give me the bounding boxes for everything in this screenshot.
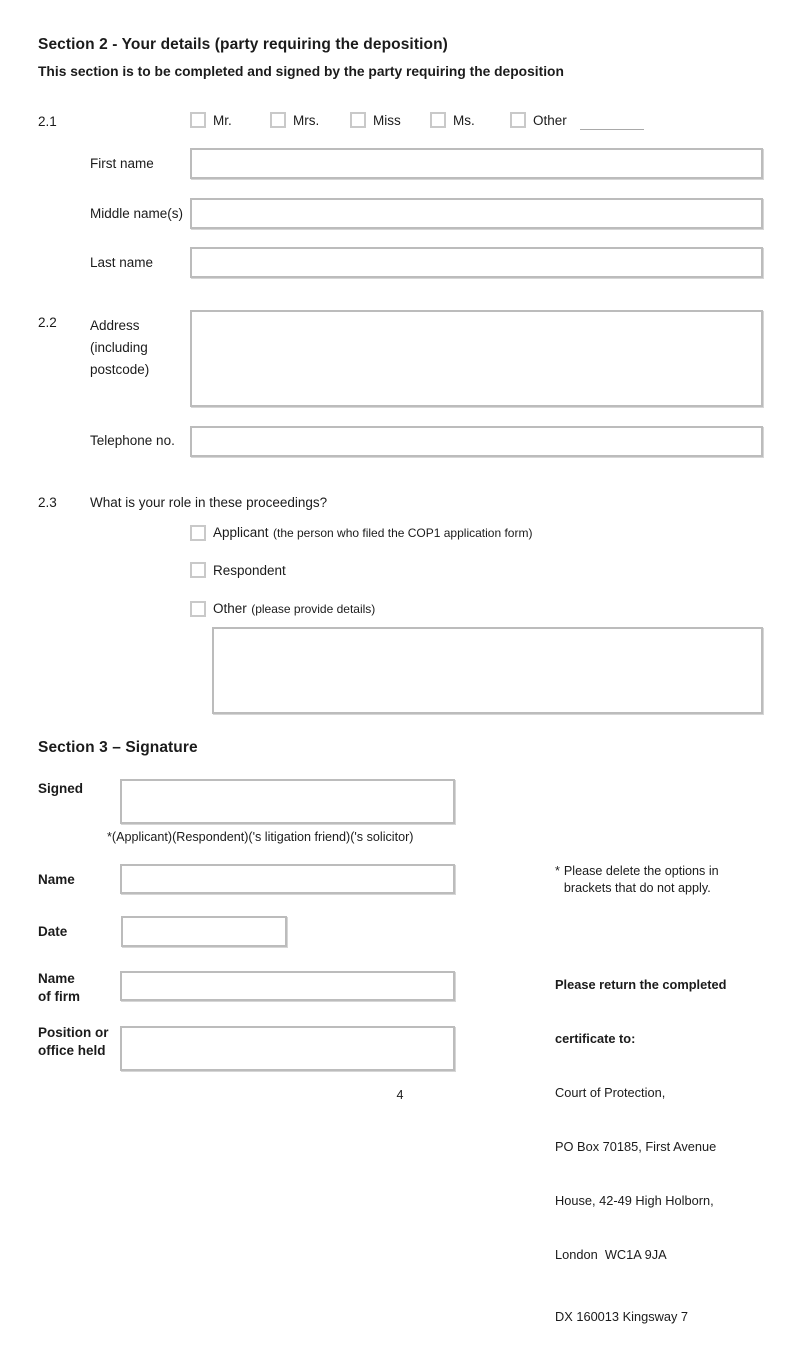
- address-textarea[interactable]: [190, 310, 763, 407]
- title-other-label: Other: [533, 112, 567, 128]
- position-label-line2: office held: [38, 1043, 106, 1058]
- name-label: Name: [38, 872, 75, 887]
- q22-number: 2.2: [38, 315, 57, 330]
- page-number: 4: [396, 1088, 404, 1102]
- return-address-line2: PO Box 70185, First Avenue: [555, 1139, 717, 1154]
- position-label: [38, 1024, 109, 1060]
- position-label-line1: Position or: [38, 1025, 109, 1040]
- middle-name-input[interactable]: [190, 198, 763, 229]
- return-heading-line2: certificate to:: [555, 1031, 636, 1046]
- date-label: Date: [38, 924, 68, 939]
- section2-heading: Section 2 - Your details (party requiring the deposition): [38, 36, 448, 53]
- signed-input[interactable]: [120, 779, 455, 824]
- delete-note-line1: Please delete the options in: [563, 864, 719, 878]
- role-applicant-label: Applicant: [213, 525, 269, 540]
- middle-name-label: Middle name(s): [90, 206, 184, 221]
- role-applicant-hint: (the person who filed the COP1 application form): [273, 526, 533, 540]
- return-address-line3: House, 42-49 High Holborn,: [555, 1193, 714, 1208]
- role-other-checkbox[interactable]: [190, 601, 206, 617]
- title-other-checkbox[interactable]: [510, 112, 526, 128]
- return-address-block: [555, 940, 770, 1362]
- signed-label: Signed: [38, 781, 84, 796]
- role-applicant-option: [190, 524, 532, 542]
- return-heading-line1: Please return the completed: [555, 977, 727, 992]
- title-other-write-in-line[interactable]: [580, 112, 644, 130]
- title-ms-label: Ms.: [453, 112, 475, 128]
- name-input[interactable]: [120, 864, 455, 894]
- title-ms-option: [430, 112, 475, 128]
- position-input[interactable]: [120, 1026, 455, 1071]
- address-label-line2: (including: [90, 340, 148, 355]
- role-applicant-checkbox[interactable]: [190, 525, 206, 541]
- role-other-details-textarea[interactable]: [212, 627, 763, 714]
- title-mrs-option: [270, 112, 319, 128]
- role-other-hint: (please provide details): [251, 602, 376, 616]
- title-miss-label: Miss: [373, 112, 401, 128]
- title-mr-label: Mr.: [213, 112, 232, 128]
- last-name-input[interactable]: [190, 247, 763, 278]
- section3-heading: Section 3 – Signature: [38, 739, 198, 756]
- title-mr-checkbox[interactable]: [190, 112, 206, 128]
- address-label: [90, 315, 149, 381]
- section2-subheading: This section is to be completed and signed by the party requiring the deposition: [38, 64, 564, 79]
- dx-line: DX 160013 Kingsway 7: [555, 1309, 689, 1324]
- q23-number: 2.3: [38, 495, 57, 510]
- q23-question: What is your role in these proceedings?: [90, 495, 328, 510]
- return-address-line1: Court of Protection,: [555, 1085, 666, 1100]
- last-name-label: Last name: [90, 255, 154, 270]
- firm-name-input[interactable]: [120, 971, 455, 1001]
- q21-number: 2.1: [38, 114, 57, 129]
- title-mrs-label: Mrs.: [293, 112, 320, 128]
- title-mr-option: [190, 112, 232, 128]
- delete-note-asterisk: *: [555, 864, 560, 878]
- delete-note-line2: brackets that do not apply.: [563, 881, 711, 895]
- role-other-label: Other: [213, 601, 247, 616]
- firm-label-line2: of firm: [38, 989, 80, 1004]
- delete-options-note: [555, 863, 765, 897]
- title-other-option: [510, 112, 567, 128]
- date-input[interactable]: [121, 916, 287, 947]
- role-other-option: [190, 600, 375, 618]
- return-address-line4: London WC1A 9JA: [555, 1247, 667, 1262]
- firm-label: [38, 970, 80, 1006]
- telephone-input[interactable]: [190, 426, 763, 457]
- role-respondent-checkbox[interactable]: [190, 562, 206, 578]
- address-label-line1: Address: [90, 318, 140, 333]
- address-label-line3: postcode): [90, 362, 150, 377]
- firm-label-line1: Name: [38, 971, 75, 986]
- title-ms-checkbox[interactable]: [430, 112, 446, 128]
- role-respondent-label: Respondent: [213, 562, 286, 578]
- telephone-label: Telephone no.: [90, 433, 175, 448]
- first-name-label: First name: [90, 156, 154, 171]
- signed-note: *(Applicant)(Respondent)('s litigation friend)('s solicitor): [107, 830, 414, 844]
- title-mrs-checkbox[interactable]: [270, 112, 286, 128]
- first-name-input[interactable]: [190, 148, 763, 179]
- role-respondent-option: [190, 562, 286, 578]
- title-miss-option: [350, 112, 401, 128]
- title-miss-checkbox[interactable]: [350, 112, 366, 128]
